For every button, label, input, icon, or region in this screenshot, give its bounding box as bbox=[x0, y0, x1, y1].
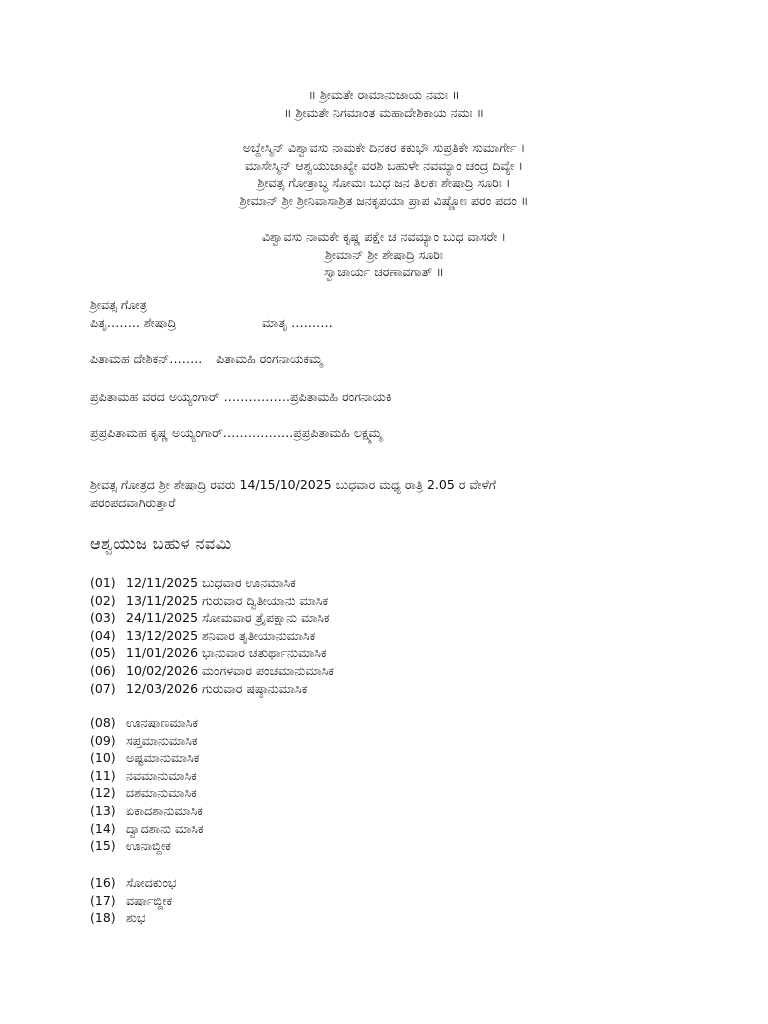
item-number: (10) bbox=[90, 750, 116, 766]
parents-line bbox=[90, 314, 333, 332]
list-item bbox=[90, 662, 334, 680]
item-text: ಊನಷಾಣಮಾಸಿಕ bbox=[126, 715, 198, 730]
verse-line: ವಿಶ್ವಾವಸು ನಾಮಕೇ ಕೃಷ್ಣ ಪಕ್ಷೇ ಚ ನವಮ್ಯಾಂ ಬುಧ ವಾಸರೇ । bbox=[261, 229, 507, 244]
great-grandmother-text: ಪ್ರಪಿತಾಮಹಿ ರಂಗನಾಯಕಿ bbox=[290, 389, 392, 404]
announcement-line: ಶ್ರೀವತ್ಸ ಗೋತ್ರದ ಶ್ರೀ ಶೇಷಾದ್ರಿ ರವರು 14/15/10/2025 ಬುಧವಾರ ಮಧ್ಯ ರಾತ್ರಿ 2.05 ರ ವೇಳೆಗೆ bbox=[90, 477, 497, 492]
verse-line: ಮಾಸೇಸ್ಮಿನ್ ಆಶ್ವಯುಜಾಖ್ಯೇ ವರಶಿ ಬಹುಳೇ ನವಮ್ಯಾಂ ಚಂದ್ರ ದಿವ್ಯೇ । bbox=[244, 157, 523, 173]
item-text: 11/01/2026 ಭಾನುವಾರ ಚತುರ್ಥಾನುಮಾಸಿಕ bbox=[126, 645, 327, 661]
list-item bbox=[90, 592, 334, 610]
grandmother-text: ಪಿತಾಮಹಿ ರಂಗನಾಯಕಮ್ಮ bbox=[216, 351, 323, 366]
item-text: ನವಮಾನುಮಾಸಿಕ bbox=[126, 767, 197, 783]
list-item bbox=[90, 892, 176, 910]
item-number: (15) bbox=[90, 838, 116, 854]
verse-line: ಶ್ರೀಮಾನ್ ಶ್ರೀ ಶೇಷಾದ್ರಿ ಸೂರಿಃ bbox=[324, 246, 444, 262]
item-text: ಊನಾಬ್ದೀಕ bbox=[126, 838, 171, 854]
grandparents-line bbox=[90, 350, 323, 368]
verse-line: ಶ್ರೀವತ್ಸ ಗೋತ್ರಾಬ್ಧ ಸೋಮಃ ಬುಧ ಜನ ತಿಲಕಃ ಶೇಷಾದ್ರಿ ಸೂರಿಃ । bbox=[257, 175, 511, 190]
item-text: ವರ್ಷಾಬ್ದೀಕ bbox=[126, 892, 173, 908]
verse-line: ಅಬ್ದೇಸ್ಮಿನ್ ವಿಶ್ವಾವಸು ನಾಮಕೇ ದಿನಕರ ಕಕುಭೌ ಸುಪ್ರತಿಕೇ ಸುಮಾರ್ಗೇ । bbox=[242, 140, 526, 155]
great-grandparents-line bbox=[90, 388, 392, 406]
item-number: (13) bbox=[90, 802, 116, 818]
list-item bbox=[90, 644, 334, 662]
shloka-verse bbox=[0, 139, 768, 209]
father-text: ಪಿತೃ…….. ಶೇಷಾದ್ರಿ bbox=[90, 314, 177, 330]
item-number: (05) bbox=[90, 645, 116, 661]
grandfather-text: ಪಿತಾಮಹ ದೇಶಿಕನ್…….. bbox=[90, 351, 203, 366]
list-item bbox=[90, 820, 204, 838]
announcement-line: ಪರಂಪದವಾಗಿರುತ್ತಾರೆ bbox=[90, 494, 176, 510]
list-item bbox=[90, 609, 334, 627]
monthly-ceremony-list bbox=[90, 714, 204, 855]
item-number: (17) bbox=[90, 892, 116, 908]
item-text: 12/03/2026 ಗುರುವಾರ ಷಷ್ಠಾನುಮಾಸಿಕ bbox=[126, 680, 308, 696]
list-item bbox=[90, 837, 204, 855]
list-item bbox=[90, 574, 334, 592]
list-item bbox=[90, 749, 204, 767]
item-text: 24/11/2025 ಸೋಮವಾರ ತ್ರೈಪಕ್ಷಾನು ಮಾಸಿಕ bbox=[126, 610, 330, 626]
section-heading: ಆಶ್ವಯುಜ ಬಹುಳ ನವಮಿ bbox=[90, 534, 232, 553]
item-text: ಸಪ್ತಮಾನುಮಾಸಿಕ bbox=[126, 732, 198, 748]
item-number: (07) bbox=[90, 680, 116, 696]
item-number: (08) bbox=[90, 715, 116, 730]
list-item bbox=[90, 802, 204, 820]
item-text: 12/11/2025 ಬುಧವಾರ ಊನಮಾಸಿಕ bbox=[126, 575, 296, 590]
item-text: ದಶಮಾನುಮಾಸಿಕ bbox=[126, 785, 197, 801]
closing-verse bbox=[0, 228, 768, 281]
list-item bbox=[90, 627, 334, 645]
item-number: (11) bbox=[90, 767, 116, 783]
list-item bbox=[90, 732, 204, 750]
list-item bbox=[90, 909, 176, 927]
list-item bbox=[90, 874, 176, 892]
invocation-line: ॥ ಶ್ರೀಮತೇ ನಿಗಮಾಂತ ಮಹಾದೇಶಿಕಾಯ ನಮಃ ॥ bbox=[283, 104, 485, 120]
item-number: (03) bbox=[90, 610, 116, 626]
great-great-grandmother-text: ಪ್ರಪ್ರಪಿತಾಮಹಿ ಲಕ್ಷ್ಮಮ್ಮ bbox=[293, 425, 382, 440]
lineage-block bbox=[90, 296, 333, 331]
dated-ceremony-list bbox=[90, 574, 334, 697]
item-number: (01) bbox=[90, 575, 116, 590]
list-item bbox=[90, 767, 204, 785]
item-text: 13/11/2025 ಗುರುವಾರ ದ್ವಿತೀಯಾನು ಮಾಸಿಕ bbox=[126, 592, 329, 608]
item-number: (09) bbox=[90, 732, 116, 748]
item-number: (14) bbox=[90, 820, 116, 836]
invocation-line: ॥ ಶ್ರೀಮತೇ ರಾಮಾನುಜಾಯ ನಮಃ ॥ bbox=[308, 87, 460, 102]
item-text: ಏಕಾದಶಾನುಮಾಸಿಕ bbox=[126, 802, 203, 818]
item-number: (06) bbox=[90, 662, 116, 678]
invocation bbox=[0, 86, 768, 121]
list-item bbox=[90, 714, 204, 732]
item-text: ಸೋದಕುಂಭ bbox=[126, 875, 177, 890]
list-item bbox=[90, 680, 334, 698]
mother-text: ಮಾತೃ ………. bbox=[262, 314, 333, 330]
item-number: (18) bbox=[90, 910, 116, 926]
great-great-grandparents-line bbox=[90, 424, 382, 442]
item-number: (16) bbox=[90, 875, 116, 890]
item-number: (04) bbox=[90, 627, 116, 643]
list-item bbox=[90, 784, 204, 802]
item-number: (12) bbox=[90, 785, 116, 801]
item-text: ದ್ವಾದಶಾನು ಮಾಸಿಕ bbox=[126, 820, 204, 836]
great-grandfather-text: ಪ್ರಪಿತಾಮಹ ವರದ ಅಯ್ಯಂಗಾರ್ ……………. bbox=[90, 389, 290, 404]
great-great-grandfather-text: ಪ್ರಪ್ರಪಿತಾಮಹ ಕೃಷ್ಣ ಅಯ್ಯಂಗಾರ್…………….. bbox=[90, 425, 294, 440]
verse-line: ಶ್ರೀಮಾನ್ ಶ್ರೀ ಶ್ರೀನಿವಾಸಾಶ್ರಿತ ಜನಕೃಪಯಾ ಪ್ರಾಪ ವಿಷ್ಣೋಃ ಪರಂ ಪದಂ ॥ bbox=[239, 192, 529, 208]
item-number: (02) bbox=[90, 592, 116, 608]
announcement-paragraph bbox=[90, 476, 496, 511]
item-text: 10/02/2026 ಮಂಗಳವಾರ ಪಂಚಮಾನುಮಾಸಿಕ bbox=[126, 662, 334, 678]
final-ceremony-list bbox=[90, 874, 176, 927]
item-text: ಅಷ್ಟಮಾನುಮಾಸಿಕ bbox=[126, 750, 200, 766]
verse-line: ಸ್ವಾಚಾರ್ಯ ಚರಣಾವಗಾತ್ ॥ bbox=[324, 264, 444, 279]
item-text: ಶುಭ bbox=[126, 910, 146, 926]
item-text: 13/12/2025 ಶನಿವಾರ ತೃತೀಯಾನುಮಾಸಿಕ bbox=[126, 627, 316, 643]
gotra-line: ಶ್ರೀವತ್ಸ ಗೋತ್ರ bbox=[90, 297, 147, 312]
